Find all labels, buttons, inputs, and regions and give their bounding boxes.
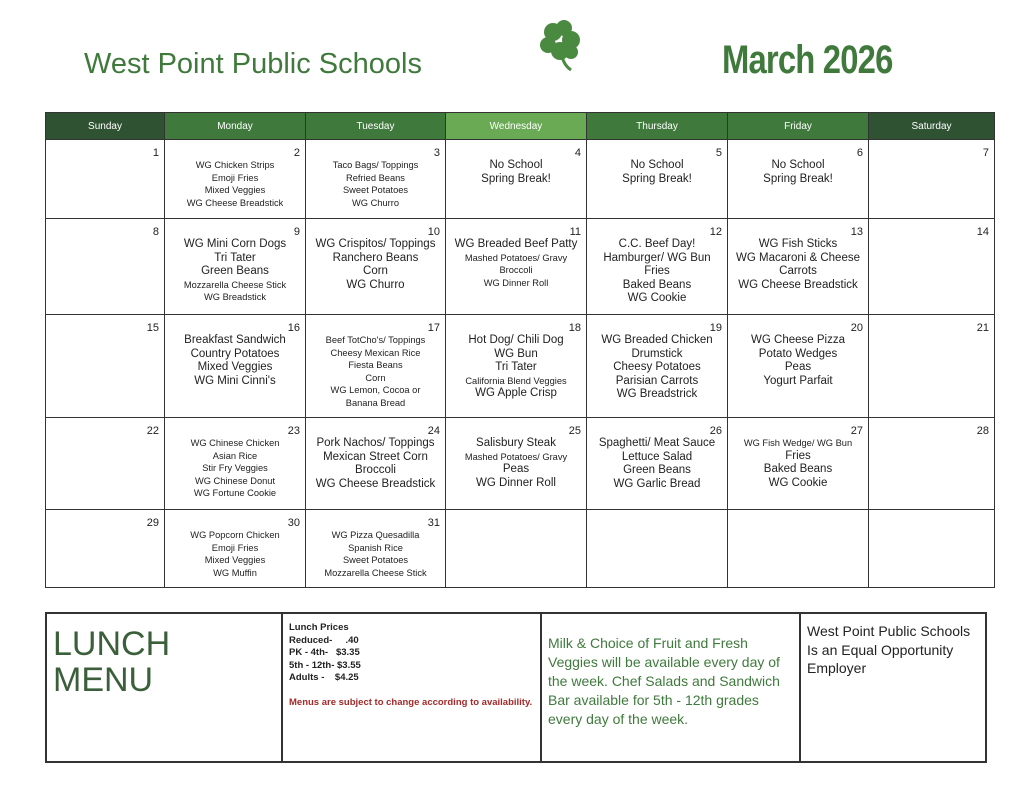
day-number: 27 bbox=[850, 425, 863, 437]
day-number: 28 bbox=[976, 425, 989, 437]
menu-change-note: Menus are subject to change according to availability. bbox=[289, 696, 533, 708]
menu-item: No School bbox=[771, 159, 825, 171]
menu-item: Broccoli bbox=[355, 464, 396, 477]
menu-item: Broccoli bbox=[499, 265, 533, 276]
menu-item: Ranchero Beans bbox=[332, 251, 419, 264]
menu-item: Fiesta Beans bbox=[348, 360, 403, 371]
menu-item: WG Chinese Donut bbox=[194, 475, 276, 486]
menu-item: Stir Fry Veggies bbox=[202, 463, 268, 474]
day-cell bbox=[306, 140, 446, 219]
day-number: 11 bbox=[569, 226, 581, 238]
menu-item: WG Breadstrick bbox=[616, 388, 698, 401]
menu-item: Carrots bbox=[779, 265, 817, 278]
day-cell bbox=[728, 219, 869, 315]
day-number: 31 bbox=[427, 517, 440, 529]
school-name: West Point Public Schools bbox=[84, 48, 422, 80]
footer-info bbox=[45, 612, 987, 763]
week-row bbox=[46, 140, 995, 219]
day-header-sunday: Sunday bbox=[46, 113, 165, 140]
day-number bbox=[872, 510, 991, 517]
day-cell bbox=[587, 418, 728, 510]
menu-item: WG Chicken Strips bbox=[195, 160, 275, 170]
menu-item: Emoji Fries bbox=[211, 172, 259, 183]
menu-item: WG Churro bbox=[346, 278, 405, 291]
menu-item: Spring Break! bbox=[763, 172, 833, 185]
menu-item: WG Dinner Roll bbox=[476, 476, 556, 489]
day-number: 23 bbox=[287, 425, 300, 437]
menu-item: WG Cookie bbox=[768, 476, 828, 489]
menu-item: WG Fish Wedge/ WG Bun bbox=[743, 438, 853, 448]
day-cell bbox=[869, 418, 995, 510]
menu-item: No School bbox=[489, 159, 543, 171]
day-cell bbox=[306, 418, 446, 510]
menu-item: WG Breadstick bbox=[204, 292, 266, 303]
day-cell bbox=[306, 219, 446, 315]
day-cell bbox=[165, 219, 306, 315]
menu-item: WG Lemon, Cocoa or bbox=[330, 385, 421, 396]
day-header-friday: Friday bbox=[728, 113, 869, 140]
day-cell bbox=[869, 510, 995, 588]
price-5th-12th: 5th - 12th- $3.55 bbox=[289, 659, 361, 671]
day-number: 9 bbox=[293, 226, 300, 238]
prices-title: Lunch Prices bbox=[289, 622, 349, 633]
day-cell bbox=[728, 510, 869, 588]
menu-item: Country Potatoes bbox=[190, 347, 280, 360]
menu-item: Hot Dog/ Chili Dog bbox=[468, 334, 564, 346]
menu-item: Hamburger/ WG Bun bbox=[603, 251, 711, 264]
day-cell bbox=[587, 219, 728, 315]
menu-item: Tri Tater bbox=[214, 251, 256, 264]
day-number: 30 bbox=[287, 517, 300, 529]
day-number: 29 bbox=[146, 517, 159, 529]
milk-note: Milk & Choice of Fruit and Fresh Veggies will be available every day of the week. Chef Salads and Sandwich Bar available for 5th - 12th grades every day of the week. bbox=[541, 613, 800, 762]
menu-item: Cheesy Mexican Rice bbox=[330, 347, 421, 358]
day-number: 14 bbox=[976, 226, 989, 238]
menu-item: Sweet Potatoes bbox=[342, 555, 409, 566]
day-number: 4 bbox=[574, 147, 581, 159]
menu-item: Pork Nachos/ Toppings bbox=[316, 437, 435, 449]
menu-item: WG Bun bbox=[494, 347, 538, 360]
day-number: 13 bbox=[850, 226, 863, 238]
menu-item: Potato Wedges bbox=[758, 347, 838, 360]
day-cell bbox=[165, 418, 306, 510]
week-row bbox=[46, 418, 995, 510]
menu-item: Spaghetti/ Meat Sauce bbox=[598, 437, 716, 449]
menu-item: Drumstick bbox=[631, 347, 683, 360]
menu-item: Corn bbox=[363, 265, 388, 278]
month-title: March 2026 bbox=[722, 38, 893, 82]
menu-item: WG Fortune Cookie bbox=[193, 488, 277, 499]
menu-item: Fries bbox=[644, 265, 670, 278]
day-number: 8 bbox=[152, 226, 159, 238]
price-pk-4th: PK - 4th- $3.35 bbox=[289, 647, 360, 658]
menu-item: Mozzarella Cheese Stick bbox=[183, 279, 287, 290]
day-cell bbox=[869, 140, 995, 219]
menu-item: Sweet Potatoes bbox=[342, 185, 409, 196]
menu-item: Tri Tater bbox=[495, 361, 537, 374]
day-cell bbox=[446, 140, 587, 219]
menu-item: Peas bbox=[784, 361, 812, 374]
menu-item: Salisbury Steak bbox=[476, 437, 556, 449]
week-row bbox=[46, 510, 995, 588]
eoe-line: West Point Public Schools bbox=[807, 623, 971, 639]
day-number: 15 bbox=[146, 322, 159, 334]
day-cell bbox=[446, 315, 587, 418]
day-cell bbox=[587, 510, 728, 588]
menu-item: Peas bbox=[502, 463, 530, 476]
day-cell bbox=[728, 418, 869, 510]
day-cell bbox=[728, 315, 869, 418]
menu-item: WG Cheese Breadstick bbox=[315, 477, 436, 490]
day-number: 18 bbox=[568, 322, 581, 334]
menu-item: Spring Break! bbox=[622, 172, 692, 185]
day-cell bbox=[165, 315, 306, 418]
day-cell bbox=[446, 219, 587, 315]
day-header-tuesday: Tuesday bbox=[306, 113, 446, 140]
menu-item: Mixed Veggies bbox=[204, 555, 266, 566]
day-cell bbox=[46, 219, 165, 315]
menu-item: WG Breaded Beef Patty bbox=[454, 238, 578, 250]
menu-item: WG Cookie bbox=[627, 292, 687, 305]
menu-item: Asian Rice bbox=[212, 450, 258, 461]
menu-item: WG Breaded Chicken bbox=[601, 334, 713, 346]
menu-item: Mashed Potatoes/ Gravy bbox=[464, 451, 568, 462]
day-cell bbox=[587, 140, 728, 219]
day-number: 10 bbox=[427, 226, 440, 238]
day-number: 21 bbox=[976, 322, 989, 334]
eoe-line: Employer bbox=[807, 660, 867, 676]
menu-item: Cheesy Potatoes bbox=[613, 361, 701, 374]
menu-item: WG Churro bbox=[351, 197, 399, 208]
week-row bbox=[46, 219, 995, 315]
menu-item: Refried Beans bbox=[346, 172, 405, 183]
day-number: 25 bbox=[568, 425, 581, 437]
day-number: 2 bbox=[293, 147, 300, 159]
menu-item: Mixed Veggies bbox=[197, 361, 273, 374]
day-number: 22 bbox=[146, 425, 159, 437]
eoe-line: Is an Equal Opportunity bbox=[807, 641, 954, 658]
day-cell bbox=[46, 510, 165, 588]
day-number: 12 bbox=[709, 226, 722, 238]
price-reduced: Reduced- .40 bbox=[289, 634, 359, 646]
menu-item: Taco Bags/ Toppings bbox=[332, 160, 419, 170]
menu-item: Lettuce Salad bbox=[621, 450, 693, 463]
menu-item: No School bbox=[630, 159, 684, 171]
day-cell bbox=[46, 140, 165, 219]
day-header-thursday: Thursday bbox=[587, 113, 728, 140]
menu-item: WG Dinner Roll bbox=[483, 277, 549, 288]
menu-item: WG Cheese Breadstick bbox=[738, 278, 858, 291]
menu-item: C.C. Beef Day! bbox=[618, 238, 696, 250]
day-number: 1 bbox=[152, 147, 159, 159]
day-number: 24 bbox=[427, 425, 440, 437]
price-adults: Adults - $4.25 bbox=[289, 672, 359, 683]
menu-item: California Blend Veggies bbox=[465, 375, 567, 386]
menu-item: WG Pizza Quesadilla bbox=[331, 530, 420, 540]
menu-item: WG Chinese Chicken bbox=[190, 438, 280, 448]
menu-item: WG Garlic Bread bbox=[613, 477, 701, 490]
menu-item: WG Mini Corn Dogs bbox=[183, 238, 287, 250]
day-number: 17 bbox=[427, 322, 440, 334]
menu-item: Green Beans bbox=[623, 464, 691, 477]
lunch-word: LUNCH bbox=[53, 625, 171, 663]
day-number bbox=[590, 510, 724, 517]
menu-item: Emoji Fries bbox=[211, 542, 259, 553]
day-cell bbox=[46, 315, 165, 418]
day-header-wednesday: Wednesday bbox=[446, 113, 587, 140]
menu-item: Breakfast Sandwich bbox=[184, 334, 286, 346]
menu-item: Corn bbox=[365, 372, 386, 383]
lunch-menu-title bbox=[46, 613, 282, 762]
day-number: 26 bbox=[709, 425, 722, 437]
menu-item: Yogurt Parfait bbox=[763, 374, 833, 387]
menu-item: Mashed Potatoes/ Gravy bbox=[464, 252, 568, 263]
day-cell bbox=[46, 418, 165, 510]
week-row bbox=[46, 315, 995, 418]
menu-item: WG Cheese Breadstick bbox=[186, 197, 284, 208]
shamrock-icon bbox=[538, 20, 584, 72]
menu-item: Green Beans bbox=[201, 265, 269, 278]
day-number bbox=[731, 510, 865, 517]
menu-item: Mexican Street Corn bbox=[323, 450, 428, 463]
menu-item: WG Apple Crisp bbox=[475, 387, 557, 400]
menu-item: Beef TotCho's/ Toppings bbox=[325, 335, 426, 345]
day-number: 7 bbox=[982, 147, 989, 159]
day-number: 16 bbox=[287, 322, 300, 334]
menu-item: Fries bbox=[785, 449, 811, 462]
menu-item: Spanish Rice bbox=[348, 542, 403, 553]
calendar bbox=[45, 112, 995, 588]
day-header-saturday: Saturday bbox=[869, 113, 995, 140]
day-cell bbox=[165, 510, 306, 588]
menu-item: WG Muffin bbox=[213, 567, 257, 578]
menu-item: WG Crispitos/ Toppings bbox=[315, 238, 436, 250]
lunch-prices bbox=[282, 613, 541, 762]
day-cell bbox=[869, 315, 995, 418]
day-number: 3 bbox=[433, 147, 440, 159]
menu-item: Mozzarella Cheese Stick bbox=[324, 567, 427, 578]
menu-item: Spring Break! bbox=[481, 172, 551, 185]
menu-item: Baked Beans bbox=[622, 278, 692, 291]
day-cell bbox=[306, 510, 446, 588]
equal-opportunity bbox=[800, 613, 986, 762]
day-cell bbox=[446, 418, 587, 510]
menu-item: WG Macaroni & Cheese bbox=[736, 251, 860, 264]
menu-item: Baked Beans bbox=[763, 463, 833, 476]
day-header-monday: Monday bbox=[165, 113, 306, 140]
menu-item: WG Fish Sticks bbox=[758, 238, 838, 250]
day-number: 20 bbox=[850, 322, 863, 334]
menu-item: WG Mini Cinni's bbox=[194, 374, 276, 387]
day-cell bbox=[446, 510, 587, 588]
day-number: 19 bbox=[709, 322, 722, 334]
menu-item: WG Cheese Pizza bbox=[751, 334, 845, 346]
day-cell bbox=[165, 140, 306, 219]
day-cell bbox=[306, 315, 446, 418]
menu-word: MENU bbox=[53, 661, 154, 699]
menu-item: Banana Bread bbox=[345, 397, 406, 408]
day-number bbox=[449, 510, 583, 517]
menu-item: Mixed Veggies bbox=[204, 185, 266, 196]
day-number: 6 bbox=[856, 147, 863, 159]
menu-item: Parisian Carrots bbox=[615, 374, 699, 387]
menu-item: WG Popcorn Chicken bbox=[190, 530, 280, 540]
day-number: 5 bbox=[715, 147, 722, 159]
day-cell bbox=[728, 140, 869, 219]
day-cell bbox=[587, 315, 728, 418]
day-cell bbox=[869, 219, 995, 315]
